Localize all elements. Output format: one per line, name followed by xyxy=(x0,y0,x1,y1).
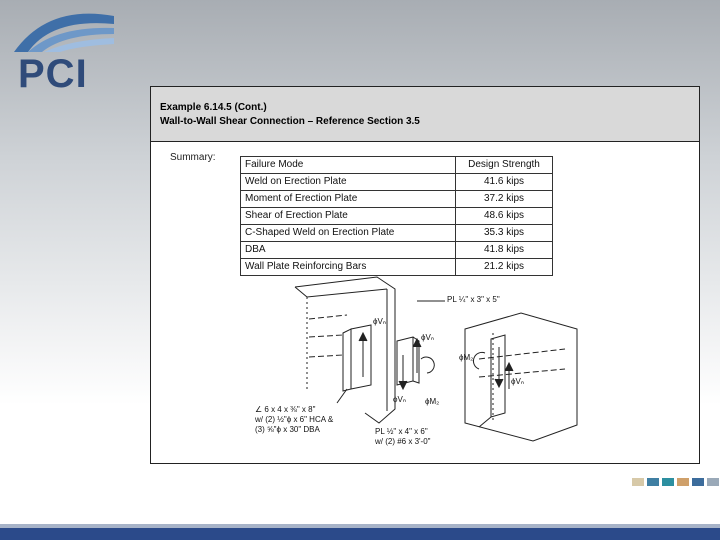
pci-logo xyxy=(8,4,120,96)
example-frame xyxy=(150,86,700,464)
design-strength-cell: 41.6 kips xyxy=(456,174,553,191)
plate-bottom-label-line1: PL ½" x 4" x 6" xyxy=(375,427,428,436)
example-header xyxy=(151,87,699,142)
summary-label: Summary: xyxy=(170,152,216,163)
angle-label-line1: ∠ 6 x 4 x ⅜" x 8" xyxy=(255,405,316,414)
phi-vn-label: ϕVₙ xyxy=(393,395,407,404)
failure-mode-cell: Wall Plate Reinforcing Bars xyxy=(241,259,456,276)
failure-mode-cell: DBA xyxy=(241,242,456,259)
column-header: Failure Mode xyxy=(241,157,456,174)
failure-mode-cell: Shear of Erection Plate xyxy=(241,208,456,225)
logo-text: PCI xyxy=(18,52,88,96)
table-row xyxy=(241,208,553,225)
angle-label-line2: w/ (2) ½"ϕ x 6" HCA & xyxy=(255,415,334,424)
design-strength-cell: 48.6 kips xyxy=(456,208,553,225)
table-row xyxy=(241,191,553,208)
square-icon xyxy=(692,478,704,486)
phi-vn-label: ϕVₙ xyxy=(373,317,387,326)
table-header-row xyxy=(241,157,553,174)
design-strength-cell: 41.8 kips xyxy=(456,242,553,259)
phi-mz-label: ϕM₂ xyxy=(459,353,474,362)
table-row xyxy=(241,242,553,259)
square-icon xyxy=(632,478,644,486)
connection-diagram xyxy=(247,273,687,453)
phi-vn-label: ϕVₙ xyxy=(511,377,525,386)
footer-stripe xyxy=(0,528,720,540)
failure-mode-cell: Weld on Erection Plate xyxy=(241,174,456,191)
example-title: Example 6.14.5 (Cont.) xyxy=(160,102,267,113)
design-strength-cell: 21.2 kips xyxy=(456,259,553,276)
plate-top-label: PL ¼" x 3" x 5" xyxy=(447,295,500,304)
table-row xyxy=(241,174,553,191)
design-strength-cell: 35.3 kips xyxy=(456,225,553,242)
failure-mode-cell: C-Shaped Weld on Erection Plate xyxy=(241,225,456,242)
example-subtitle: Wall-to-Wall Shear Connection – Reference Section 3.5 xyxy=(160,116,420,127)
angle-label-line3: (3) ⅝"ϕ x 30" DBA xyxy=(255,425,320,434)
square-icon xyxy=(707,478,719,486)
square-icon xyxy=(677,478,689,486)
square-icon xyxy=(662,478,674,486)
summary-table xyxy=(240,156,553,276)
column-header: Design Strength xyxy=(456,157,553,174)
phi-vn-label: ϕVₙ xyxy=(421,333,435,342)
table-row xyxy=(241,225,553,242)
square-icon xyxy=(647,478,659,486)
design-strength-cell: 37.2 kips xyxy=(456,191,553,208)
plate-bottom-label-line2: w/ (2) #6 x 3'-0" xyxy=(375,437,431,446)
decorative-squares xyxy=(632,478,719,486)
failure-mode-cell: Moment of Erection Plate xyxy=(241,191,456,208)
phi-mz-label: ϕM₂ xyxy=(425,397,440,406)
